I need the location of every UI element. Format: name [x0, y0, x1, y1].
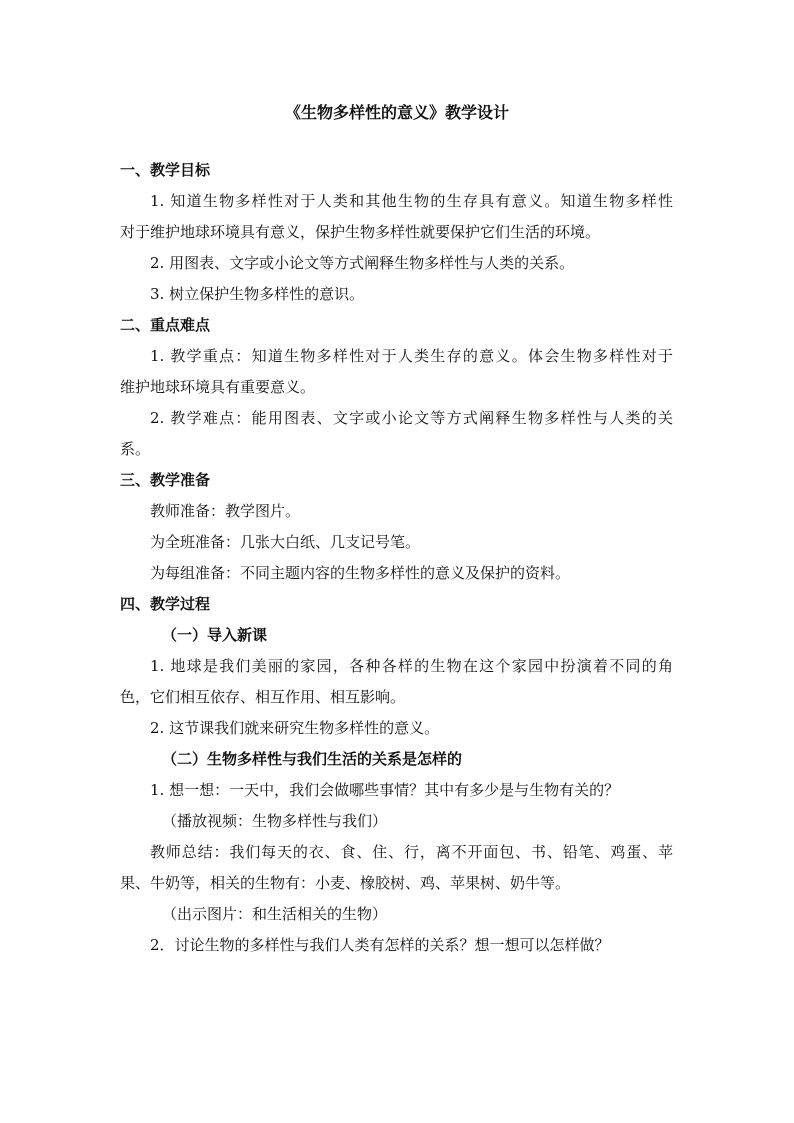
paragraph-line: 1. 教学重点：知道生物多样性对于人类生存的意义。体会生物多样性对于: [150, 347, 673, 365]
paragraph-line: 系。: [120, 440, 151, 458]
paragraph-line: 维护地球环境具有重要意义。: [120, 378, 316, 396]
paragraph-line: （播放视频：生物多样性与我们）: [162, 812, 388, 830]
paragraph-line: （出示图片：和生活相关的生物）: [162, 905, 388, 923]
paragraph-line: 为全班准备：几张大白纸、几支记号笔。: [150, 533, 421, 551]
paragraph-line: 3. 树立保护生物多样性的意识。: [150, 285, 365, 303]
document-title: 《生物多样性的意义》教学设计: [284, 103, 509, 122]
section-heading-objectives: 一、教学目标: [120, 161, 211, 179]
section-heading-process: 四、教学过程: [120, 595, 211, 613]
paragraph-line: 果、牛奶等，相关的生物有：小麦、橡胶树、鸡、苹果树、奶牛等。: [120, 874, 571, 892]
paragraph-line: 教师准备：教学图片。: [150, 502, 301, 520]
subsection-heading-intro: （一）导入新课: [162, 626, 268, 644]
paragraph-line: 1. 地球是我们美丽的家园，各种各样的生物在这个家园中扮演着不同的角: [150, 657, 673, 675]
paragraph-line: 2. 用图表、文字或小论文等方式阐释生物多样性与人类的关系。: [150, 254, 575, 272]
subsection-heading-relationship: （二）生物多样性与我们生活的关系是怎样的: [162, 750, 463, 768]
paragraph-line: 1. 知道生物多样性对于人类和其他生物的生存具有意义。知道生物多样性: [150, 192, 673, 210]
paragraph-line: 2. 这节课我们就来研究生物多样性的意义。: [150, 719, 440, 737]
paragraph-line: 色，它们相互依存、相互作用、相互影响。: [120, 688, 406, 706]
document-body: [120, 155, 673, 961]
paragraph-line: 对于维护地球环境具有意义，保护生物多样性就要保护它们生活的环境。: [120, 223, 601, 241]
section-heading-key-points: 二、重点难点: [120, 316, 211, 334]
paragraph-line: 1. 想一想：一天中，我们会做哪些事情？其中有多少是与生物有关的？: [150, 781, 620, 799]
paragraph-line: 教师总结：我们每天的衣、食、住、行，离不开面包、书、铅笔、鸡蛋、苹: [150, 843, 673, 861]
section-heading-preparation: 三、教学准备: [120, 471, 211, 489]
paragraph-line: 为每组准备：不同主题内容的生物多样性的意义及保护的资料。: [150, 564, 571, 582]
paragraph-line: 2．讨论生物的多样性与我们人类有怎样的关系？想一想可以怎样做？: [150, 936, 610, 954]
paragraph-line: 2. 教学难点：能用图表、文字或小论文等方式阐释生物多样性与人类的关: [150, 409, 673, 427]
